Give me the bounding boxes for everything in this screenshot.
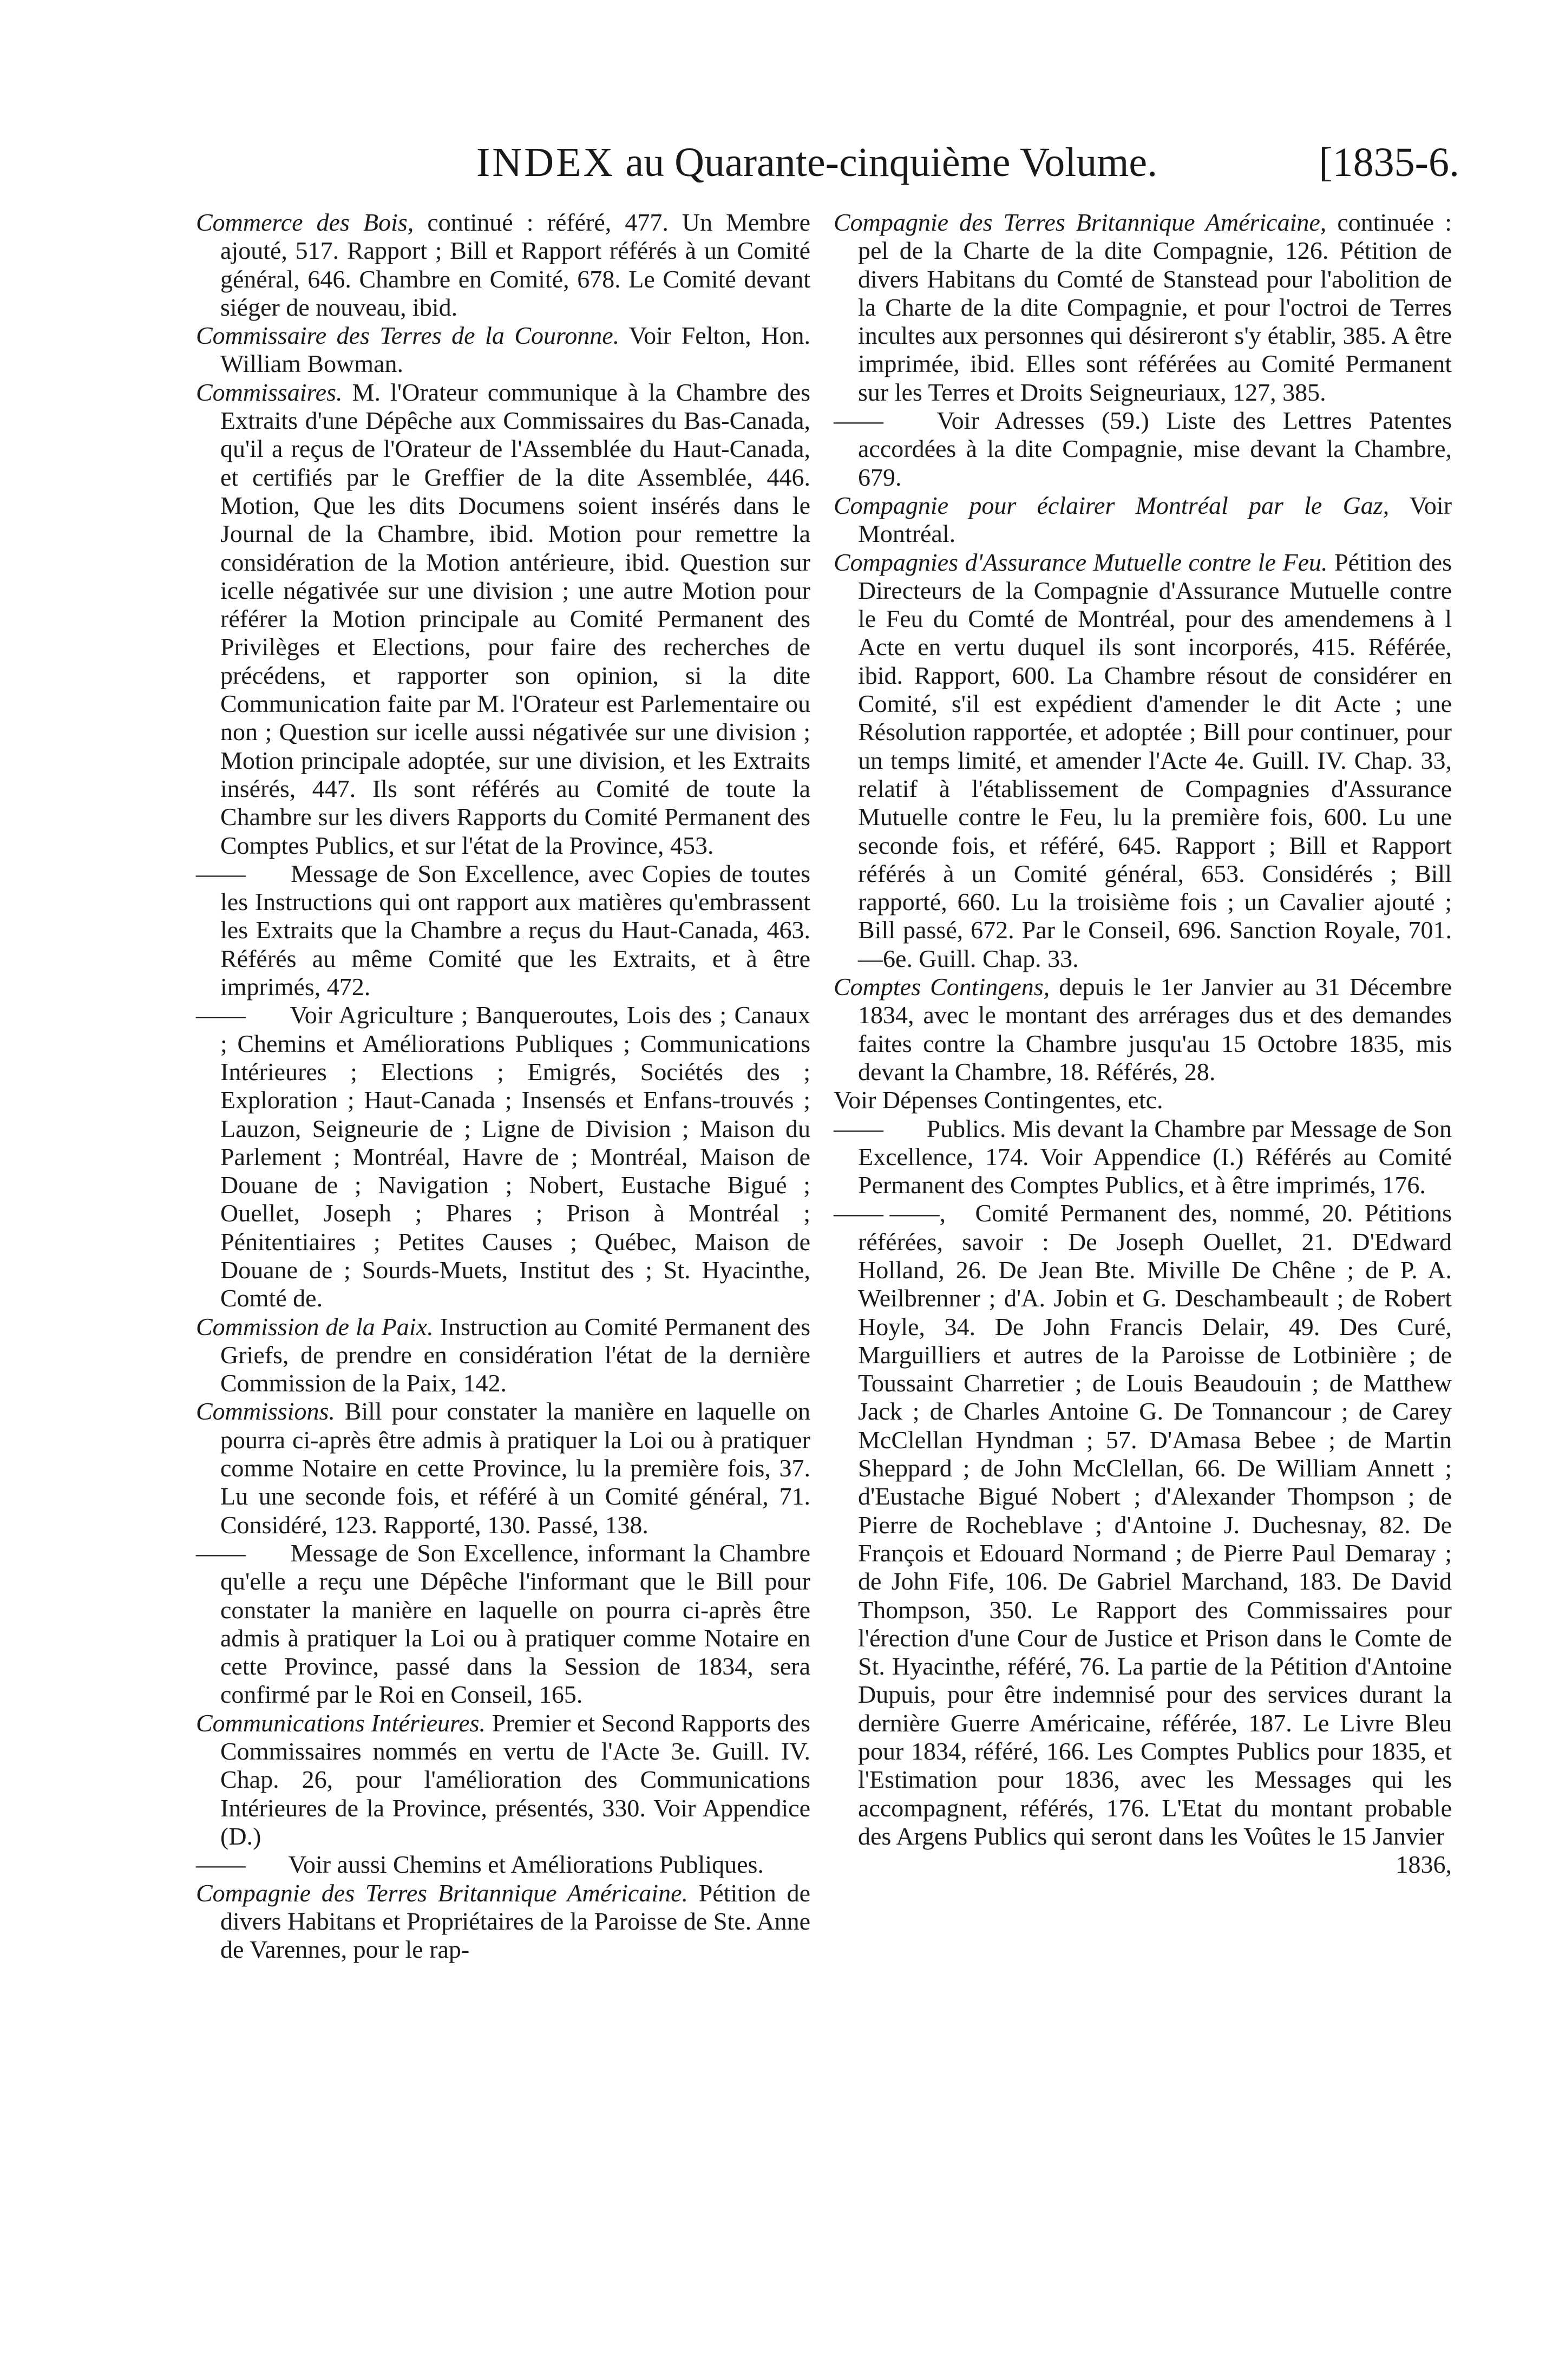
index-entry (834, 492, 1452, 548)
index-subentry (196, 860, 810, 1001)
left-column (196, 208, 810, 1964)
entry-headword: Commissaire des Terres de la Couronne. (196, 322, 620, 350)
entry-text: Instruction au Comité Permanent des Griefs, de prendre en considération l'état de la dernière Commission de la Paix, 142. (220, 1312, 810, 1397)
entry-headword: Compagnie des Terres Britannique Américaine, (834, 208, 1327, 236)
page-title (476, 135, 1157, 189)
entry-headword: Commerce des Bois, (196, 208, 414, 236)
index-entry (196, 378, 810, 860)
entry-headword: Commission de la Paix. (196, 1312, 434, 1341)
entry-text: Voir Felton, Hon. William Bowman. (220, 322, 810, 378)
title-index-word: INDEX (476, 140, 615, 185)
entry-text: Voir aussi Chemins et Améliorations Publiques. (283, 1851, 764, 1879)
entry-dash: —— (196, 1851, 246, 1879)
entry-dash: —— (196, 1539, 246, 1567)
index-subentry (834, 407, 1452, 492)
index-subentry (834, 1199, 1452, 1851)
entry-text: Voir Agriculture ; Banqueroutes, Lois des ; Canaux ; Chemins et Améliorations Publiques ; Communications Intérieures ; Elections ; Emigrés, Sociétés des ; Exploration ; Haut-Canada ; Insensés et Enfans-trouvés ; Lauzon, Seigneurie de ; Ligne de Division ; Maison du Parlement ; Montréal, Havre de ; Montréal, Maison de Douane de ; Navigation ; Nobert, Eustache Bigué ; Ouellet, Joseph ; Phares ; Prison à Montréal ; Pénitentiaires ; Petites Causes ; Québec, Maison de Douane de ; Sourds-Muets, Institut des ; St. Hyacinthe, Comté de. (220, 1001, 810, 1312)
entry-headword: Commissions. (196, 1397, 335, 1426)
running-header (0, 135, 1546, 195)
entry-text: M. l'Orateur communique à la Chambre des Extraits d'une Dépêche aux Commissaires du Bas-Canada, qu'il a reçus de l'Orateur de l'Assemblée du Haut-Canada, et certifiés par le Greffier de la dite Assemblée, 446. Motion, Que les dits Documens soient insérés dans le Journal de la Chambre, ibid. Motion pour remettre la considération de la Motion antérieure, ibid. Question sur icelle négativée sur une division ; une autre Motion pour référer la Motion principale au Comité Permanent des Privilèges et Elections, pour faire des recherches de précédens, et rapporter son opinion, si la dite Communication faite par M. l'Orateur est Parlementaire ou non ; Question sur icelle aussi négativée sur une division ; Motion principale adoptée, sur une division, et les Extraits insérés, 447. Ils sont référés au Comité de toute la Chambre sur les divers Rapports du Comité Permanent des Comptes Publics, et sur l'état de la Province, 453. (220, 378, 810, 859)
entry-headword: Compagnie des Terres Britannique Américaine. (196, 1879, 688, 1907)
index-entry (196, 1879, 810, 1964)
index-entry (196, 1709, 810, 1851)
entry-headword: Compagnie pour éclairer Montréal par le Gaz, (834, 491, 1390, 519)
entry-text: Publics. Mis devant la Chambre par Message de Son Excellence, 174. Voir Appendice (I.) Référés au Comité Permanent des Comptes Publics, et à être imprimés, 176. (858, 1114, 1452, 1199)
entry-text: Voir Dépenses Contingentes, etc. (834, 1086, 1163, 1114)
entry-text: Comité Permanent des, nommé, 20. Pétitions référées, savoir : De Joseph Ouellet, 21. D'Edward Holland, 26. De Jean Bte. Miville De Chêne ; de P. A. Weilbrenner ; d'A. Jobin et G. Deschambeault ; de Robert Hoyle, 34. De John Francis Delair, 49. Des Curé, Marguilliers et autres de la Paroisse de Lotbinière ; de Toussaint Charretier ; de Louis Beaudouin ; de Matthew Jack ; de Charles Antoine G. De Tonnancour ; de Carey McClellan Hyndman ; 57. D'Amasa Bebee ; de Martin Sheppard ; de John McClellan, 66. De William Annett ; d'Eustache Bigué Nobert ; d'Alexander Thompson ; de Pierre de Rocheblave ; d'Antoine J. Duchesnay, 82. De François et Edouard Normand ; de Pierre Paul Demaray ; de John Fife, 106. De Gabriel Marchand, 183. De David Thompson, 350. Le Rapport des Commissaires pour l'érection d'une Cour de Justice et Prison dans le Comte de St. Hyacinthe, référé, 76. La partie de la Pétition d'Antoine Dupuis, pour être indemnisé pour des services durant la dernière Guerre Américaine, référée, 187. Le Livre Bleu pour 1834, référé, 166. Les Comptes Publics pour 1835, et l'Estimation pour 1836, avec les Messages qui les accompagnent, référés, 176. L'Etat du montant probable des Argens Publics qui seront dans les Voûtes le 15 Janvier (858, 1199, 1452, 1850)
index-entry (196, 208, 810, 322)
entry-text: Pétition de divers Habitans et Propriétaires de la Paroisse de Ste. Anne de Varennes, pour le rap- (220, 1879, 810, 1964)
entry-dash: —— (196, 1001, 246, 1029)
index-entry (196, 1313, 810, 1398)
index-entry (834, 548, 1452, 973)
entry-text: continué : référé, 477. Un Membre ajouté, 517. Rapport ; Bill et Rapport référés à un Comité général, 646. Chambre en Comité, 678. Le Comité devant siéger de nouveau, ibid. (220, 208, 810, 321)
index-continuation (834, 1851, 1452, 1879)
entry-text: Premier et Second Rapports des Commissaires nommés en vertu de l'Acte 3e. Guill. IV. Chap. 26, pour l'amélioration des Communications Intérieures de la Province, présentés, 330. Voir Appendice (D.) (220, 1709, 810, 1850)
entry-text: depuis le 1er Janvier au 31 Décembre 1834, avec le montant des arrérages dus et des demandes faites contre la Chambre jusqu'au 15 Octobre 1835, mis devant la Chambre, 18. Référés, 28. (858, 973, 1452, 1086)
right-column (834, 208, 1452, 1879)
entry-text: Bill pour constater la manière en laquelle on pourra ci-après être admis à pratiquer la Loi ou à pratiquer comme Notaire en cette Province, lu la première fois, 37. Lu une seconde fois, et référé à un Comité général, 71. Considéré, 123. Rapporté, 130. Passé, 138. (220, 1397, 810, 1539)
index-subentry (196, 1539, 810, 1709)
entry-text: 1836, (1396, 1851, 1452, 1879)
entry-text: Pétition des Directeurs de la Compagnie d'Assurance Mutuelle contre le Feu du Comté de Montréal, pour des amendemens à l Acte en vertu duquel ils sont incorporés, 415. Référée, ibid. Rapport, 600. La Chambre résout de considérer en Comité, s'il est expédient d'amender le dit Acte ; une Résolution rapportée, et adoptée ; Bill pour continuer, pour un temps limité, et amender l'Acte 4e. Guill. IV. Chap. 33, relatif à l'établissement de Compagnies d'Assurance Mutuelle contre le Feu, lu la première fois, 600. Lu une seconde fois, et référé, 645. Rapport ; Bill et Rapport référés à un Comité général, 653. Considérés ; Bill rapporté, 660. Lu la troisième fois ; un Cavalier ajouté ; Bill passé, 672. Par le Conseil, 696. Sanction Royale, 701.—6e. Guill. Chap. 33. (858, 548, 1452, 972)
index-entry (196, 322, 810, 378)
entry-headword: Compagnies d'Assurance Mutuelle contre le Feu. (834, 548, 1328, 576)
entry-text: Message de Son Excellence, informant la Chambre qu'elle a reçu une Dépêche l'informant que le Bill pour constater la manière en laquelle on pourra ci-après être admis à pratiquer la Loi ou à pratiquer comme Notaire en cette Province, passé dans la Session de 1834, sera confirmé par le Roi en Conseil, 165. (220, 1539, 810, 1709)
entry-text: Voir Montréal. (858, 491, 1452, 548)
index-entry (196, 1397, 810, 1539)
index-see-also (834, 1086, 1452, 1114)
index-entry (834, 208, 1452, 407)
entry-dash: —— ——, (834, 1199, 946, 1227)
entry-dash: —— (196, 859, 246, 887)
entry-text: Voir Adresses (59.) Liste des Lettres Patentes accordées à la dite Compagnie, mise devant la Chambre, 679. (858, 407, 1452, 491)
entry-headword: Commissaires. (196, 378, 343, 406)
index-subentry (834, 1115, 1452, 1200)
index-subentry (196, 1851, 810, 1879)
title-rest: au Quarante-cinquième Volume. (615, 140, 1158, 185)
entry-text: continuée : pel de la Charte de la dite Compagnie, 126. Pétition de divers Habitans du Comté de Stanstead pour l'abolition de la Charte de la dite Compagnie, et pour l'octroi de Terres incultes aux personnes qui désireront s'y établir, 385. A être imprimée, ibid. Elles sont référées au Comité Permanent sur les Terres et Droits Seigneuriaux, 127, 385. (858, 208, 1452, 406)
entry-headword: Comptes Contingens, (834, 973, 1050, 1001)
entry-dash: —— (834, 407, 883, 435)
entry-text: Message de Son Excellence, avec Copies de toutes les Instructions qui ont rapport aux matières qu'embrassent les Extraits que la Chambre a reçus du Haut-Canada, 463. Référés au même Comité que les Extraits, et à être imprimés, 472. (220, 859, 810, 1001)
entry-headword: Communications Intérieures. (196, 1709, 486, 1737)
index-subentry (196, 1001, 810, 1312)
entry-dash: —— (834, 1114, 883, 1142)
index-entry (834, 973, 1452, 1086)
header-year: [1835-6. (1319, 140, 1459, 185)
